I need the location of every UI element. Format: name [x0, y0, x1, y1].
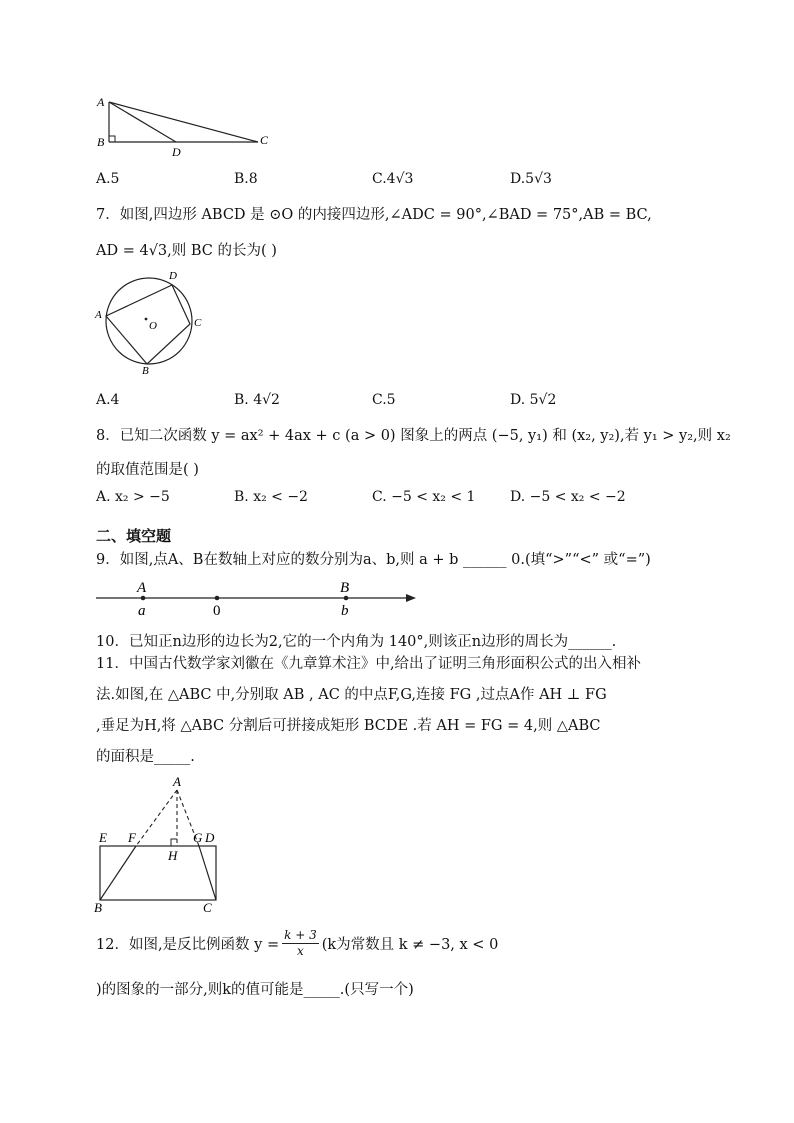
- q6-label-a: A: [97, 95, 105, 109]
- q6-option-d: D.5√3: [510, 171, 552, 187]
- q12-line2: )的图象的一部分,则k的值可能是_____.(只写一个): [96, 982, 414, 998]
- q6-segment-ac: [109, 102, 258, 142]
- q10-text: 10．已知正n边形的边长为2,它的一个内角为 140°,则该正n边形的周长为______.: [96, 634, 617, 650]
- q11-label-b: B: [94, 900, 102, 915]
- q9-point-a: [141, 596, 146, 601]
- q11-segment-cg: [199, 846, 216, 900]
- q9-point-b: [344, 596, 349, 601]
- q6-right-angle-mark: [109, 136, 115, 142]
- q9-number-line: [92, 574, 422, 622]
- q8-option-a: A. x₂ > −5: [96, 489, 170, 505]
- q11-dashed-af: [136, 790, 177, 846]
- q9-label-upper-a: A: [137, 580, 147, 596]
- q7-label-o: O: [149, 320, 157, 332]
- q7-label-a: A: [95, 309, 102, 321]
- q7-label-c: C: [194, 317, 202, 329]
- q9-label-upper-b: B: [340, 580, 350, 596]
- q7-label-b: B: [142, 365, 149, 376]
- q11-label-f: F: [128, 830, 136, 845]
- q12-fraction: [282, 928, 319, 959]
- q12-fraction-denominator: x: [297, 944, 304, 958]
- q9-text: 9．如图,点A、B在数轴上对应的数分别为a、b,则 a + b ______ 0.(填“>”“<” 或“=”): [96, 552, 651, 568]
- q8-option-d: D. −5 < x₂ < −2: [510, 489, 626, 505]
- q7-figure: [92, 266, 212, 376]
- q7-label-d: D: [169, 270, 177, 282]
- q12-line1-prefix: 12．如图,是反比例函数 y =: [96, 937, 280, 953]
- q11-label-e: E: [99, 830, 107, 845]
- q8-option-c: C. −5 < x₂ < 1: [372, 489, 476, 505]
- q6-option-a: A.5: [96, 171, 120, 187]
- q6-label-d: D: [172, 145, 181, 158]
- q12-line1: [96, 928, 498, 959]
- q12-line1-suffix: (k为常数且 k ≠ −3, x < 0: [321, 937, 499, 953]
- q11-line2: 法.如图,在 △ABC 中,分别取 AB , AC 的中点F,G,连接 FG ,过点A作 AH ⊥ FG: [96, 687, 607, 703]
- q9-axis-arrow: [406, 594, 416, 602]
- q7-center-point: [145, 318, 148, 321]
- q12-fraction-numerator: k + 3: [284, 928, 317, 942]
- q8-line2: 的取值范围是( ): [96, 462, 199, 478]
- q6-label-c: C: [260, 133, 269, 147]
- q8-option-b: B. x₂ < −2: [234, 489, 308, 505]
- section-title-fill-in: 二、填空题: [96, 527, 172, 545]
- q6-option-c: C.4√3: [372, 171, 414, 187]
- q7-option-a: A.4: [96, 392, 120, 408]
- q11-segment-bf: [100, 846, 136, 900]
- q11-right-angle-mark: [171, 839, 177, 846]
- q8-line1: 8．已知二次函数 y = ax² + 4ax + c (a > 0) 图象上的两点 (−5, y₁) 和 (x₂, y₂),若 y₁ > y₂,则 x₂: [96, 428, 731, 444]
- q11-label-a: A: [173, 774, 181, 789]
- q6-segment-ad: [109, 102, 176, 142]
- q11-label-g: G: [193, 830, 203, 845]
- q11-line1: 11．中国古代数学家刘徽在《九章算术注》中,给出了证明三角形面积公式的出入相补: [96, 656, 642, 672]
- q9-point-zero: [215, 596, 220, 601]
- q9-label-zero: 0: [213, 603, 221, 619]
- q7-line1: 7．如图,四边形 ABCD 是 ⊙O 的内接四边形,∠ADC = 90°,∠BAD = 75°,AB = BC,: [96, 207, 652, 223]
- q7-option-c: C.5: [372, 392, 396, 408]
- q9-label-lower-b: b: [341, 603, 349, 619]
- q7-option-b: B. 4√2: [234, 392, 280, 408]
- q9-label-lower-a: a: [138, 603, 146, 619]
- q11-label-d: D: [205, 830, 215, 845]
- q6-figure: [92, 92, 282, 158]
- q11-label-h: H: [168, 848, 178, 863]
- q7-line2: AD = 4√3,则 BC 的长为( ): [96, 243, 277, 259]
- q7-option-d: D. 5√2: [510, 392, 557, 408]
- q11-line4: 的面积是_____.: [96, 749, 195, 765]
- q6-option-b: B.8: [234, 171, 258, 187]
- q11-line3: ,垂足为H,将 △ABC 分割后可拼接成矩形 BCDE .若 AH = FG = 4,则 △ABC: [96, 718, 601, 734]
- q6-label-b: B: [97, 135, 105, 149]
- q11-figure: [92, 774, 227, 916]
- q11-label-c: C: [203, 900, 212, 915]
